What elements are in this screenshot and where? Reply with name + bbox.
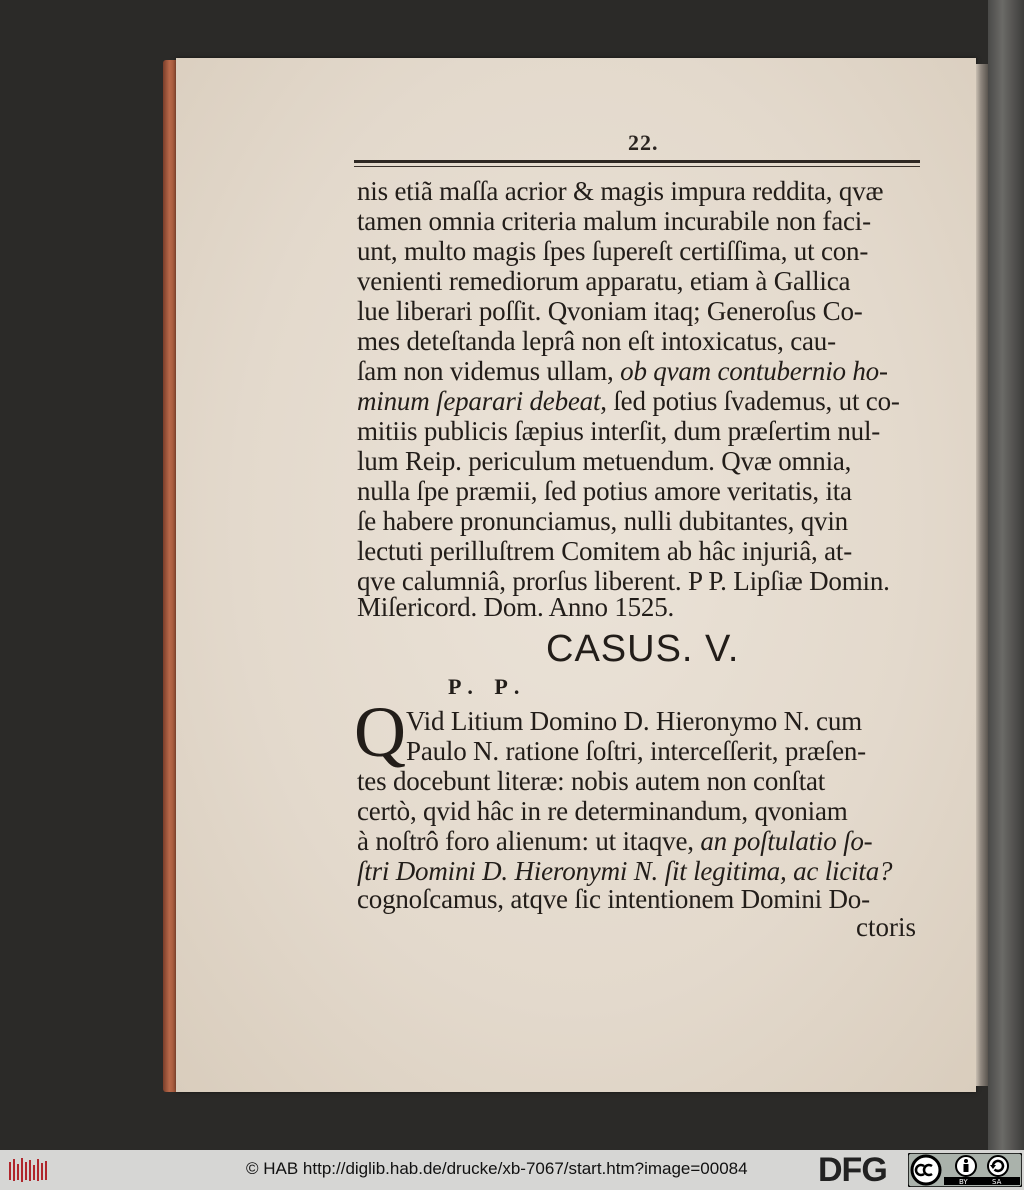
text-line-part: à noſtrô foro alienum: ut itaqve, [357, 826, 694, 856]
text-line: mes deteſtanda leprâ non eſt intoxicatus, cau- [357, 326, 836, 356]
text-line: mitiis publicis ſæpius interſit, dum præſertim nul- [357, 416, 881, 446]
text-line [357, 386, 900, 416]
text-line: nulla ſpe præmii, ſed potius amore veritatis, ita [357, 476, 852, 506]
cc-license-badge[interactable] [908, 1153, 1022, 1187]
text-line: ſtri Domini D. Hieronymi N. ſit legitima, ac licita? [357, 856, 893, 886]
license-label: SA [992, 1178, 1002, 1186]
text-line: lectuti perilluſtrem Comitem ab hâc injuriâ, at- [357, 536, 852, 566]
header-rule-thin [354, 166, 920, 167]
pp-abbreviation: P. P. [448, 674, 528, 699]
text-line: qve calumniâ, prorſus liberent. P P. Lipſiæ Domin. [357, 566, 890, 596]
text-line-part: , ſed potius ſvademus, ut co- [600, 386, 900, 416]
text-line-part: ſam non videmus ullam, [357, 356, 614, 386]
text-line: Paulo N. ratione ſoſtri, interceſſerit, præſen- [406, 736, 866, 766]
text-line [357, 826, 872, 856]
text-line: ſe habere pronunciamus, nulli dubitantes, qvin [357, 506, 848, 536]
cc-icon [912, 1156, 940, 1184]
header-rule [354, 160, 920, 163]
text-line: Miſericord. Dom. Anno 1525. [357, 592, 675, 622]
copyright-link[interactable]: © HAB http://diglib.hab.de/drucke/xb-7067/start.htm?image=00084 [246, 1159, 748, 1178]
drop-cap: Q [354, 692, 406, 772]
text-line: tes docebunt literæ: nobis autem non conſtat [357, 766, 826, 796]
text-line: unt, multo magis ſpes ſupereſt certiſſima, ut con- [357, 236, 869, 266]
sa-icon [988, 1156, 1008, 1176]
text-line: Vid Litium Domino D. Hieronymo N. cum [406, 706, 862, 736]
by-icon [956, 1156, 976, 1176]
text-line [357, 356, 888, 386]
case-heading: CASUS. V. [546, 628, 740, 670]
text-line: lum Reip. periculum metuendum. Qvæ omnia, [357, 446, 852, 476]
text-line: tamen omnia criteria malum incurabile non faci- [357, 206, 871, 236]
license-label: BY [959, 1178, 968, 1186]
dfg-logo: DFG [818, 1151, 887, 1189]
italic-quote: minum ſeparari debeat [357, 386, 601, 416]
right-page-edge [988, 0, 1024, 1150]
text-line: certò, qvid hâc in re determinandum, qvoniam [357, 796, 848, 826]
italic-quote: an poſtulatio ſo- [700, 826, 873, 856]
page-number: 22. [628, 130, 659, 155]
italic-quote: ob qvam contubernio ho- [620, 356, 888, 386]
page-stack-edge [976, 64, 988, 1086]
text-line: lue liberari poſſit. Qvoniam itaq; Generoſus Co- [357, 296, 863, 326]
text-line: venienti remediorum apparatu, etiam à Gallica [357, 266, 851, 296]
hab-logo-icon [8, 1156, 48, 1184]
viewer-footer [0, 1150, 1024, 1190]
catchword: ctoris [856, 912, 916, 942]
text-line: nis etiã maſſa acrior & magis impura reddita, qvæ [357, 176, 884, 206]
text-line: cognoſcamus, atqve ſic intentionem Domini Do- [357, 884, 870, 914]
